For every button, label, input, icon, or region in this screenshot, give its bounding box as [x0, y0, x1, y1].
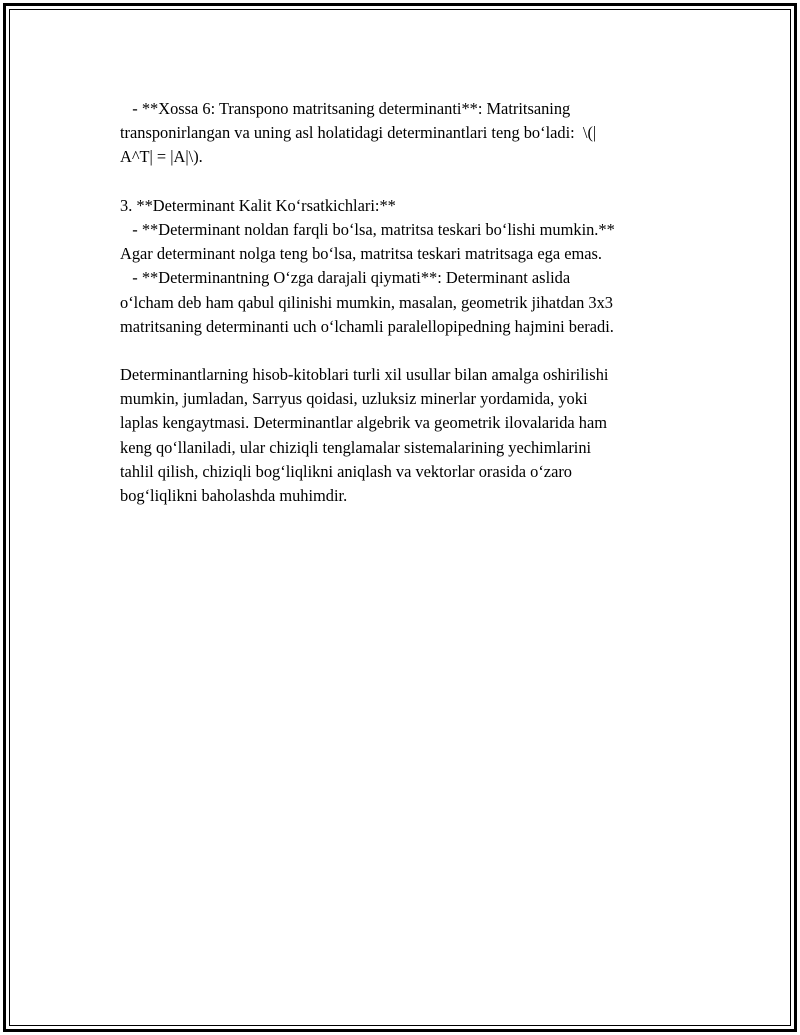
text-line: A^T| = |A|\).: [120, 147, 203, 167]
section-heading: 3. **Determinant Kalit Ko‘rsatkichlari:**: [120, 195, 396, 215]
text-line: matritsaning determinanti uch o‘lchamli paralellopipedning hajmini beradi.: [120, 316, 614, 336]
text-line: bog‘liqlikni baholashda muhimdir.: [120, 486, 348, 505]
text-line: transponirlangan va uning asl holatidagi determinantlari teng bo‘ladi: \(|: [120, 123, 597, 143]
closing-paragraph: [120, 363, 692, 508]
property-6-paragraph: [120, 97, 692, 170]
document-page: [3, 3, 797, 1032]
text-line: - **Determinantning O‘zga darajali qiymati**: Determinant aslida: [120, 268, 571, 288]
paragraph-spacer: [120, 339, 692, 363]
text-line: Determinantlarning hisob-kitoblari turli xil usullar bilan amalga oshirilishi: [120, 365, 609, 385]
text-line: - **Determinant noldan farqli bo‘lsa, matritsa teskari bo‘lishi mumkin.**: [120, 219, 615, 239]
text-line: - **Xossa 6: Transpono matritsaning determinanti**: Matritsaning: [120, 99, 571, 118]
text-line: tahlil qilish, chiziqli bog‘liqlikni aniqlash va vektorlar orasida o‘zaro: [120, 461, 572, 481]
text-line: laplas kengaytmasi. Determinantlar algebrik va geometrik ilovalarida ham: [120, 413, 607, 433]
text-line: Agar determinant nolga teng bo‘lsa, matritsa teskari matritsaga ega emas.: [120, 244, 602, 264]
paragraph-spacer: [120, 170, 692, 194]
text-line: mumkin, jumladan, Sarryus qoidasi, uzluksiz minerlar yordamida, yoki: [120, 389, 588, 409]
text-line: keng qo‘llaniladi, ular chiziqli tenglamalar sistemalarining yechimlarini: [120, 437, 592, 457]
document-body: [120, 97, 692, 508]
key-indicators-list: [120, 218, 692, 339]
text-line: o‘lcham deb ham qabul qilinishi mumkin, masalan, geometrik jihatdan 3x3: [120, 292, 613, 312]
